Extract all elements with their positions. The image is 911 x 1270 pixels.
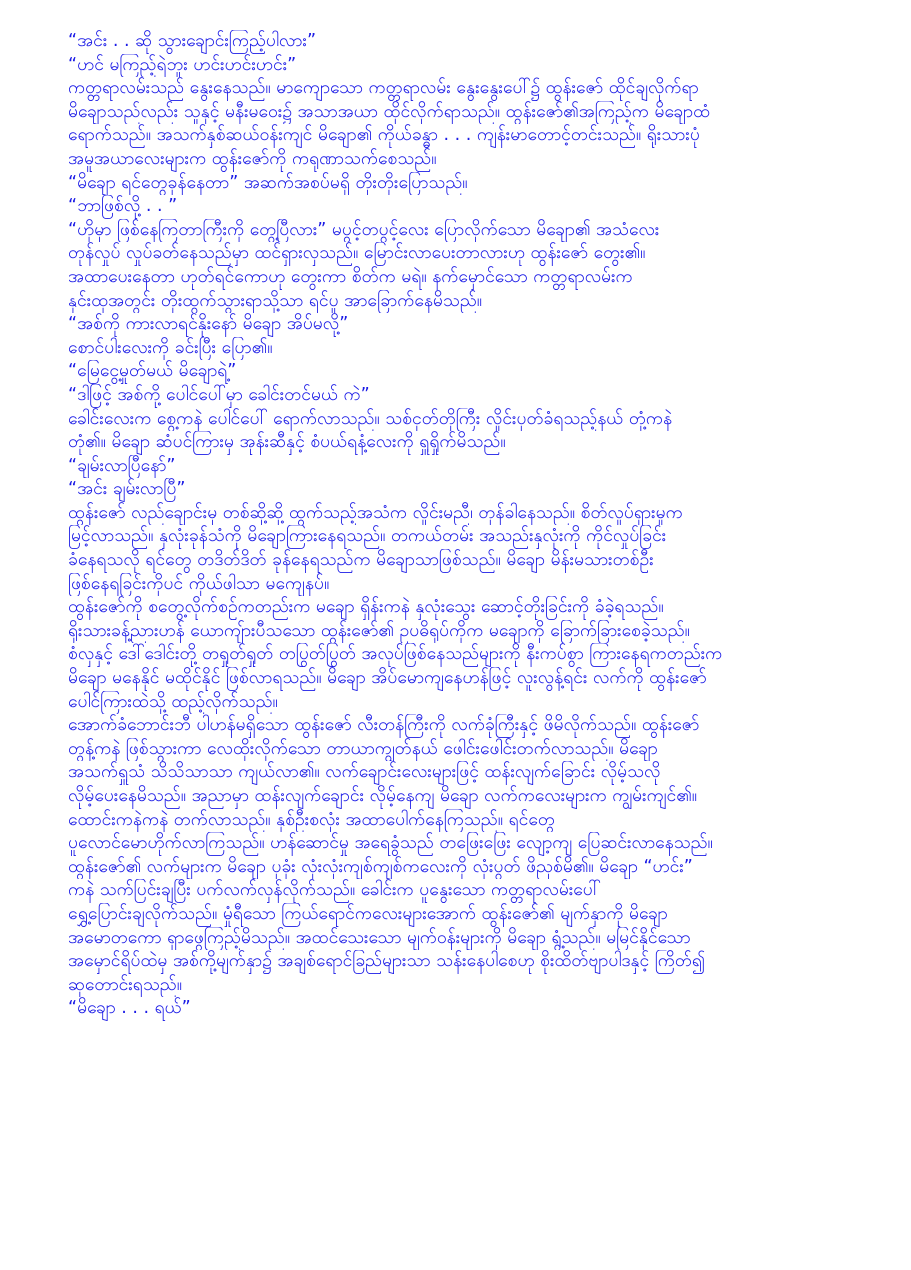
text-line: “ဒါဖြင့် အစ်ကို့ ပေါင်ပေါ်မှာ ခေါင်းတင်မယ် ကဲ” xyxy=(68,384,370,405)
text-line: ရွှေ့ပြောင်းချလိုက်သည်။ မှုံရီသော ကြယ်ရောင်ကလေးများအောက် ထွန်းဇော်၏ မျက်နှာကို မိချော xyxy=(68,903,668,924)
text-line: တွန့်ကနဲ ဖြစ်သွားကာ လေထိုးလိုက်သော တာယာကျွတ်နယ် ဖေါင်းဖေါင်းတက်လာသည်။ မိချော xyxy=(68,738,658,759)
text-line: “မြေငွေ့မှုတ်မယ် မိချောရဲ့” xyxy=(68,361,237,382)
text-line: ထွန်းဇော် လည်ချောင်းမှ တစ်ဆို့ဆို့ ထွက်သည့်အသံက လှိုင်းမညီ၊ တုန်ခါနေသည်။ စိတ်လှုပ်ရှားမှုက xyxy=(68,502,683,523)
text-line: စံလှနှင့် ဒေါ်ဒေါင်းတို့ တရှုတ်ရှုတ် တပြွတ်ပြွတ် အလုပ်ဖြစ်နေသည်များကို နီးကပ်စွာ ကြားနေရကတည်းက xyxy=(68,644,723,665)
text-line: ဆုတောင်းရသည်။ xyxy=(68,974,182,995)
text-line: ရောက်သည်။ အသက်နှစ်ဆယ်ဝန်းကျင် မိချော၏ ကိုယ်ခန္ဓာ . . . ကျန်းမာတောင့်တင်းသည်။ ရိုးသားပုံ xyxy=(68,125,700,146)
text-line: မိချော မနေနိုင် မထိုင်နိုင် ဖြစ်လာရသည်။ မိချော အိပ်မောကျနေဟန်ဖြင့် လူးလွန့်ရင်း လက်ကို ထွန်းဇော် xyxy=(68,668,707,689)
text-line: “မိချော ရင်တွေခုန်နေတာ” အဆက်အစပ်မရှိ တိုးတိုးပြောသည်။ xyxy=(68,172,468,193)
text-line: ရိုးသားခန့်ညားဟန် ယောကျ်ားပီသသော ထွန်းဇော်၏ ဥပဓိရုပ်ကိုက မချောကို ခြောက်ခြားစေခဲ့သည်။ xyxy=(68,620,690,641)
text-line: ကတ္တရာလမ်းသည် နွေးနေသည်။ မာကျောသော ကတ္တရာလမ်း နွေးနွေးပေါ်၌ ထွန်းဇော် ထိုင်ချလိုက်ရာ xyxy=(68,78,699,99)
text-line: အထာပေးနေတာ ဟုတ်ရင်ကောဟု တွေးကာ စိတ်က မရဲ။ နက်မှောင်သော ကတ္တရာလမ်းက xyxy=(68,266,633,287)
text-line: “ဟင် မကြည့်ရဲဘူး ဟင်းဟင်းဟင်း” xyxy=(68,54,297,75)
text-line: ခေါင်းလေးက စွေ့ကနဲ ပေါင်ပေါ် ရောက်လာသည်။ သစ်ငုတ်တိုကြီး လှိုင်းပုတ်ခံရသည့်နယ် တုံ့ကနဲ xyxy=(68,408,673,429)
text-line: ထောင်းကနဲကနဲ တက်လာသည်။ နှစ်ဦးစလုံး အထာပေါက်နေကြသည်။ ရင်တွေ xyxy=(68,809,555,830)
text-line: အမူအယာလေးများက ထွန်းဇော်ကို ကရုဏာသက်စေသည်။ xyxy=(68,148,437,169)
text-line: ထွန်းဇော်ကို စတွေ့လိုက်စဉ်ကတည်းက မချော ရှိန်းကနဲ နှလုံးသွေး ဆောင့်တိုးခြင်းကို ခံခဲ့ရသည်။ xyxy=(68,597,664,618)
text-line: အသက်ရှူသံ သိသိသာသာ ကျယ်လာ၏။ လက်ချောင်းလေးများဖြင့် ထန်းလျက်ခြောင်း လိုမ့်သလို xyxy=(68,762,661,783)
text-line: “ဟိုမှာ ဖြစ်နေကြတာကြီးကို တွေ့ပြီလား” မပွင့်တပွင့်လေး ပြောလိုက်သော မိချော၏ အသံလေး xyxy=(68,219,660,240)
text-line: “အင်း ချမ်းလာပြီ” xyxy=(68,479,186,500)
text-line: စောင်ပါးလေးကို ခင်းပြီး ပြော၏။ xyxy=(68,337,273,358)
document-page xyxy=(68,30,888,1021)
text-line: ထွန်းဇော်၏ လက်များက မိချော ပုခုံး လုံးလုံးကျစ်ကျစ်ကလေးကို လုံးပွတ် ဖိညှစ်မိ၏။ မိချော “ဟင်း” xyxy=(68,856,693,877)
text-line: ခံနေရသလို ရင်တွေ တဒိတ်ဒိတ် ခုန်နေရသည်က မိချောသာဖြစ်သည်။ မိချော မိန်းမသားတစ်ဦး xyxy=(68,550,654,571)
text-line: အောက်ခံဘောင်းဘီ ပါဟန်မရှိသော ထွန်းဇော် လီးတန်ကြီးကို လက်ခုံကြီးနှင့် ဖိမိလိုက်သည်။ ထွန်းဇော် xyxy=(68,715,700,736)
text-line: တုန်လှုပ် လှုပ်ခတ်နေသည်မှာ ထင်ရှားလှသည်။ မြောင်းလာပေးတာလားဟု ထွန်းဇော် တွေး၏။ xyxy=(68,243,646,264)
text-line: ပေါင်ကြားထဲသို့ ထည့်လိုက်သည်။ xyxy=(68,691,278,712)
text-line: အမောတကော ရှာဖွေကြည့်မိသည်။ အထင်သေးသော မျက်ဝန်းများကို မိချော ရွံ့သည်။ မမြင်နိုင်သော xyxy=(68,927,691,948)
text-line: ပူလောင်မောဟိုက်လာကြသည်။ ဟန်ဆောင်မှု အရေခွံသည် တဖြေးဖြေး လျော့ကျ ပြေဆင်းလာနေသည်။ xyxy=(68,833,713,854)
text-line: “အင်း . . ဆို သွားချောင်းကြည့်ပါလား” xyxy=(68,31,317,51)
text-line: တုံ၏။ မိချော ဆံပင်ကြားမှ အုန်းဆီနှင့် စံပယ်ရနံ့လေးကို ရှူရှိုက်မိသည်။ xyxy=(68,432,506,453)
text-line: လိုမ့်ပေးနေမိသည်။ အညာမှာ ထန်းလျက်ချောင်း လိုမ့်နေကျ မိချော လက်ကလေးများက ကျွမ်းကျင်၏။ xyxy=(68,786,698,806)
text-line: မိချောသည်လည်း သူနှင့် မနီးမဝေး၌ အသာအယာ ထိုင်လိုက်ရာသည်။ ထွန်းဇော်၏အကြည့်က မိချောထံ xyxy=(68,101,711,122)
text-line: “မိချော . . . ရယ်” xyxy=(68,998,191,1019)
text-line: နှင်းထုအတွင်း တိုးထွက်သွားရာသို့သာ ရင်ပူ အာခြောက်နေမိသည်။ xyxy=(68,290,483,311)
text-line: ဖြစ်နေရခြင်းကိုပင် ကိုယ်ဖါသာ မကျေနပ်။ xyxy=(68,573,330,594)
text-line: “အစ်ကို ကားလာရင်နိုးနော် မိချော အိပ်မလို့” xyxy=(68,314,349,335)
text-line: “ဘာဖြစ်လို့ . . ” xyxy=(68,196,178,217)
text-line: မြင့်လာသည်။ နှလုံးခုန်သံကို မိချောကြားနေရသည်။ တကယ်တမ်း အသည်းနှလုံးကို ကိုင်လှုပ်ခြင်း xyxy=(68,526,667,547)
text-line: အမှောင်ရိပ်ထဲမှ အစ်ကို့မျက်နှာ၌ အချစ်ရောင်ခြည်များသာ သန်းနေပါစေဟု စိုးထိတ်ဗျာပါဒနှင့် ကြိတ်၍ xyxy=(68,951,706,972)
text-line: “ချမ်းလာပြီနော်” xyxy=(68,455,176,476)
text-line: ကနဲ သက်ပြင်းချပြီး ပက်လက်လှန်လိုက်သည်။ ခေါင်းက ပူနွေးသော ကတ္တရာလမ်းပေါ် xyxy=(68,880,601,901)
